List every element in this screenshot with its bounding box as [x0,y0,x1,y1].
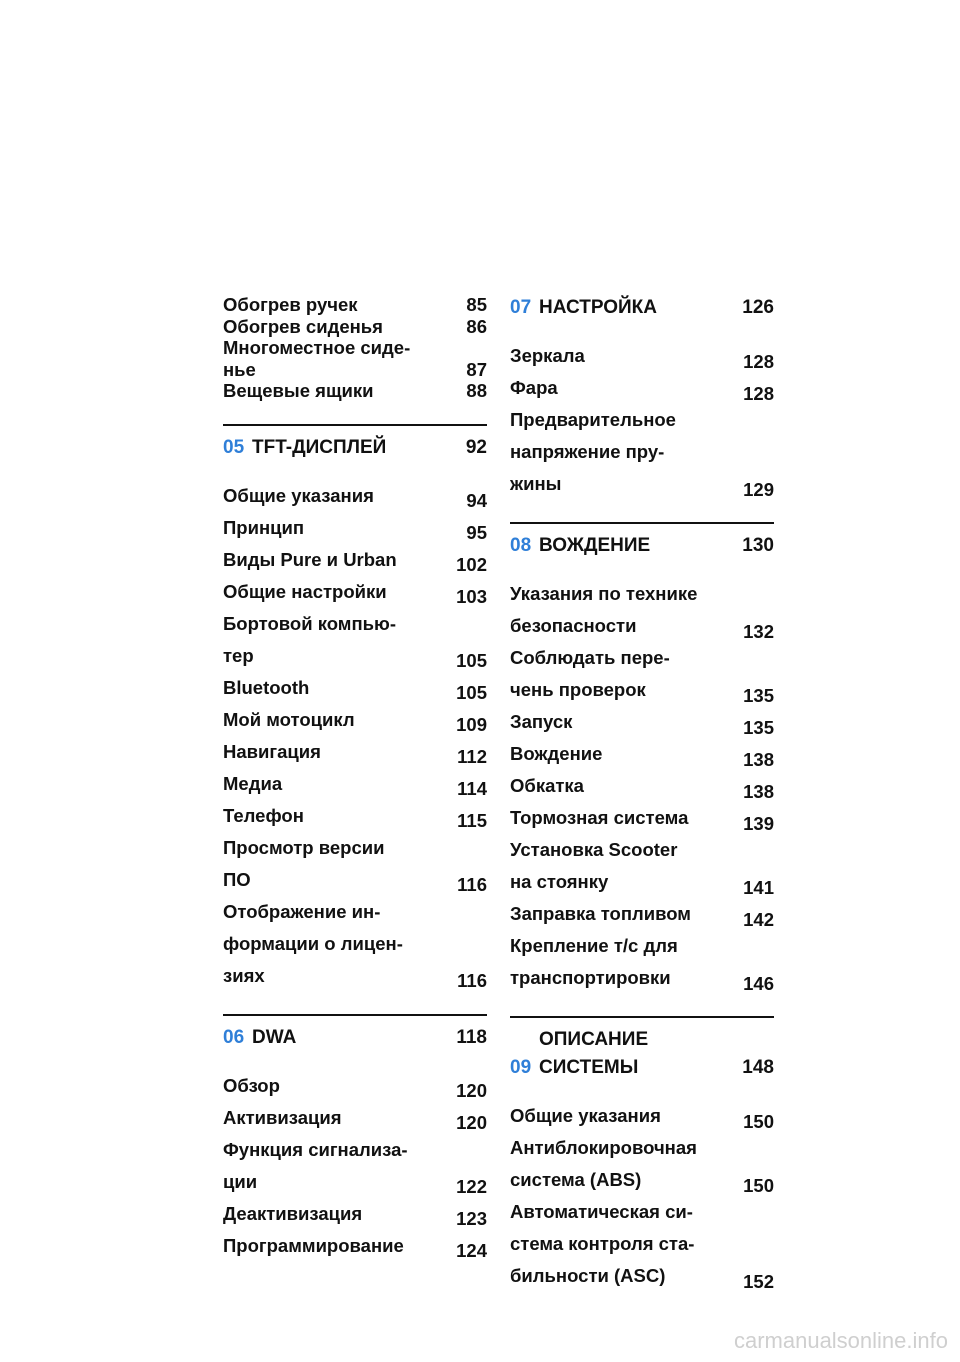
entry-title: Общие указания [510,1105,661,1126]
entry-page: 128 [743,382,774,404]
chapter-heading-06[interactable] [223,1014,487,1052]
entry-title: Программирование [223,1234,404,1256]
entry-title: Функция сигнализа- ции [223,1138,408,1192]
entry-title: Фара [510,377,558,398]
chapter-heading-07[interactable] [510,294,774,322]
toc-entry[interactable] [223,337,487,380]
entry-page: 123 [456,1208,487,1229]
entry-page: 115 [457,810,487,831]
entry-list [223,480,487,992]
entry-title: Просмотр версии ПО [223,836,385,890]
entry-page: 94 [466,490,487,511]
chapter-page: 148 [742,1057,774,1078]
entry-page: 124 [456,1240,487,1261]
entry-title: Обогрев ручек [223,294,358,315]
entry-page: 141 [743,876,774,898]
entry-title: Обогрев сиденья [223,315,383,337]
chapter-page: 92 [465,436,487,458]
entry-page: 139 [743,812,774,834]
entry-title: Навигация [223,740,321,762]
entry-title: Автоматическая си- стема контроля ста- бильности (ASC) [510,1201,695,1286]
toc-entry[interactable] [223,1070,487,1102]
toc-entry[interactable] [510,340,774,372]
watermark: carmanualsonline.info [733,1328,948,1353]
chapter-heading-05[interactable] [223,424,487,462]
chapter-title: DWA [252,1026,297,1048]
entry-page: 109 [456,714,487,735]
chapter-page: 118 [456,1026,487,1048]
entry-title: Обкатка [510,775,584,796]
entry-page: 150 [743,1174,774,1196]
entry-page: 128 [743,350,774,372]
toc-entry[interactable] [223,800,487,832]
toc-entry[interactable] [510,930,774,994]
entry-page: 87 [466,358,487,380]
entry-page: 146 [743,972,774,994]
chapter-page: 126 [742,297,774,318]
entry-title: Принцип [223,516,305,538]
entry-title: Вещевые ящики [223,380,374,401]
chapter-number: 07 [510,297,532,318]
entry-page: 135 [743,716,774,738]
entry-page: 120 [456,1080,487,1101]
entry-title: Деактивизация [223,1202,363,1224]
entry-title: Соблюдать пере- чень проверок [510,647,670,700]
entry-title: Общие указания [223,484,374,506]
chapter-page: 130 [742,535,774,556]
entry-page: 142 [743,908,774,930]
chapter-number: 08 [510,535,532,556]
toc-entry[interactable] [510,1100,774,1132]
entry-page: 102 [456,554,487,575]
entry-page: 132 [743,620,774,642]
entry-list [223,1070,487,1262]
toc-entry[interactable] [510,1132,774,1196]
entry-page: 138 [743,780,774,802]
entry-title: Предварительное напряжение пру- жины [510,409,676,494]
toc-entry[interactable] [510,578,774,642]
entry-page: 122 [456,1176,487,1197]
toc-entry[interactable] [510,898,774,930]
toc-entry[interactable] [223,544,487,576]
entry-title: Тормозная система [510,807,689,828]
entry-page: 105 [456,650,487,671]
toc-entry[interactable] [223,736,487,768]
toc-entry[interactable] [223,380,487,402]
toc-entry[interactable] [223,704,487,736]
chapter-heading-09[interactable] [510,1016,774,1082]
entry-list [510,578,774,994]
chapter-number: 09 [510,1057,532,1078]
toc-entry[interactable] [510,372,774,404]
chapter-title: TFT-ДИСПЛЕЙ [252,436,387,458]
entry-title: Бортовой компью- тер [223,612,396,666]
entry-title: Медиа [223,772,283,794]
entry-page: 120 [456,1112,487,1133]
entry-title: Телефон [223,804,304,826]
entry-title: Обзор [223,1074,280,1096]
entry-list [223,294,487,402]
toc-entry[interactable] [223,294,487,316]
entry-title: Вождение [510,743,603,764]
entry-page: 150 [743,1110,774,1132]
entry-page: 112 [457,746,487,767]
toc-entry[interactable] [223,1134,487,1198]
toc-entry[interactable] [223,896,487,992]
entry-title: Отображение ин- формации о лицен- зиях [223,900,403,986]
entry-title: Крепление т/с для транспортировки [510,935,678,988]
entry-page: 103 [456,586,487,607]
entry-title: Зеркала [510,345,585,366]
toc-entry[interactable] [510,404,774,500]
entry-page: 135 [743,684,774,706]
entry-page: 116 [457,874,487,895]
toc-entry[interactable] [510,706,774,738]
entry-page: 105 [456,682,487,703]
entry-title: Антиблокировочная система (ABS) [510,1137,697,1190]
toc-entry[interactable] [223,1102,487,1134]
toc-entry[interactable] [510,1196,774,1292]
entry-list [510,340,774,500]
toc-entry[interactable] [223,316,487,338]
toc-entry[interactable] [510,834,774,898]
entry-title: Указания по технике безопасности [510,583,698,636]
chapter-number: 06 [223,1026,245,1048]
entry-page: 86 [466,315,487,337]
entry-page: 129 [743,478,774,500]
chapter-heading-08[interactable] [510,522,774,560]
entry-title: Активизация [223,1106,342,1128]
toc-entry[interactable] [223,1198,487,1230]
toc-entry[interactable] [223,768,487,800]
toc-entry[interactable] [510,738,774,770]
entry-page: 152 [743,1270,774,1292]
toc-entry[interactable] [510,642,774,706]
entry-title: Запуск [510,711,573,732]
toc-left-column [223,294,487,1262]
entry-title: Общие настройки [223,580,387,602]
entry-title: Мой мотоцикл [223,708,355,730]
toc-entry[interactable] [223,608,487,672]
entry-title: Виды Pure и Urban [223,548,397,570]
entry-page: 88 [466,380,487,401]
entry-page: 95 [466,522,487,543]
toc-entry[interactable] [223,576,487,608]
toc-entry[interactable] [510,770,774,802]
toc-right-column [510,294,774,1292]
entry-title: Установка Scooter на стоянку [510,839,678,892]
toc-entry[interactable] [223,512,487,544]
toc-entry[interactable] [223,832,487,896]
chapter-title: ВОЖДЕНИЕ [539,535,651,556]
chapter-title: ОПИСАНИЕ СИСТЕМЫ [539,1029,649,1078]
entry-page: 85 [466,294,487,315]
chapter-number: 05 [223,436,245,458]
toc-entry[interactable] [223,672,487,704]
entry-page: 114 [457,778,487,799]
entry-title: Заправка топливом [510,903,691,924]
entry-title: Многоместное сиде- нье [223,337,411,380]
toc-entry[interactable] [510,802,774,834]
toc-entry[interactable] [223,480,487,512]
entry-page: 138 [743,748,774,770]
toc-entry[interactable] [223,1230,487,1262]
entry-list [510,1100,774,1292]
entry-title: Bluetooth [223,676,310,698]
entry-page: 116 [457,970,487,991]
chapter-title: НАСТРОЙКА [539,297,657,318]
